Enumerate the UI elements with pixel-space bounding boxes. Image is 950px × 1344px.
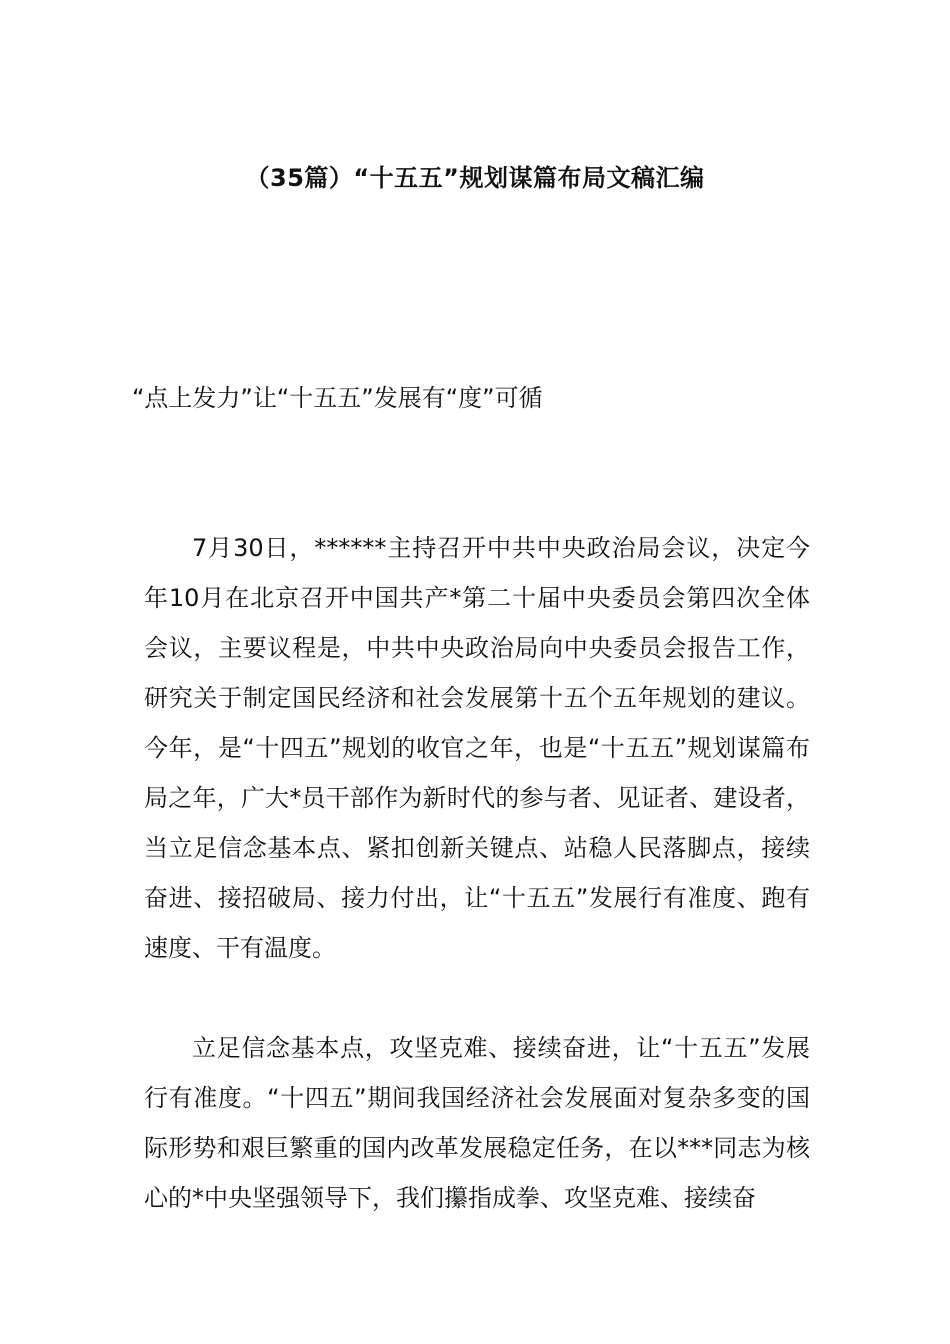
paragraph-1: 7月30日，******主持召开中共中央政治局会议，决定今年10月在北京召开中国共产*第二十届中央委员会第四次全体会议，主要议程是，中共中央政治局向中央委员会报告工作，研究关于制定国民经济和社会发展第十五个五年规划的建议。今年，是“十四五”规划的收官之年，也是“十五五”规划谋篇布局之年，广大*员干部作为新时代的参与者、见证者、建设者，当立足信念基本点、紧扣创新关键点、站稳人民落脚点，接续奋进、接招破局、接力付出，让“十五五”发展行有准度、跑有速度、干有温度。 (144, 534, 810, 962)
paragraph-2: 立足信念基本点，攻坚克难、接续奋进，让“十五五”发展行有准度。“十四五”期间我国经济社会发展面对复杂多变的国际形势和艰巨繁重的国内改革发展稳定任务，在以***同志为核心的*中央坚强领导下，我们攥指成拳、攻坚克难、接续奋 (144, 1034, 810, 1212)
article-title: “点上发力”让“十五五”发展有“度”可循 (132, 384, 543, 412)
document-title: （35篇）“十五五”规划谋篇布局文稿汇编 (245, 164, 705, 192)
